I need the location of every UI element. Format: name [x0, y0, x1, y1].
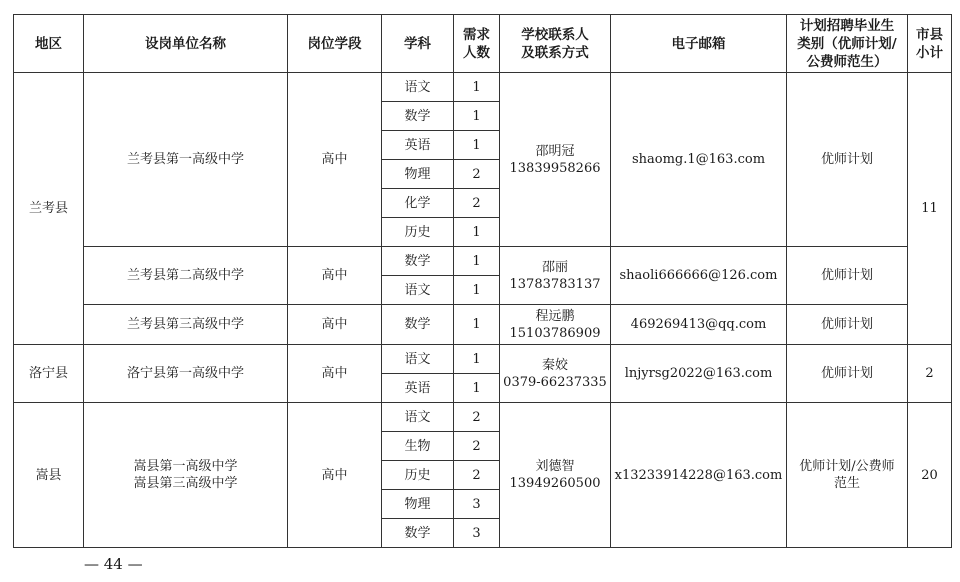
subject-cell: 数学	[382, 305, 454, 345]
category-cell: 优师计划	[787, 345, 908, 403]
category-cell: 优师计划	[787, 247, 908, 305]
subject-cell: 语文	[382, 403, 454, 432]
unit-name-cell: 兰考县第三高级中学	[84, 305, 288, 345]
region-cell: 兰考县	[14, 73, 84, 345]
subtotal-cell: 2	[908, 345, 952, 403]
region-cell: 洛宁县	[14, 345, 84, 403]
header-row	[14, 15, 952, 73]
unit-name-cell: 洛宁县第一高级中学	[84, 345, 288, 403]
header-subtotal: 市县 小计	[908, 15, 952, 73]
stage-cell: 高中	[288, 305, 382, 345]
count-cell: 1	[454, 102, 500, 131]
count-cell: 2	[454, 160, 500, 189]
subject-cell: 数学	[382, 519, 454, 548]
count-cell: 1	[454, 345, 500, 374]
header-stage: 岗位学段	[288, 15, 382, 73]
subject-cell: 数学	[382, 247, 454, 276]
subject-cell: 英语	[382, 131, 454, 160]
table-row	[14, 403, 952, 432]
table-row	[14, 305, 952, 345]
header-count: 需求 人数	[454, 15, 500, 73]
email-cell: shaomg.1@163.com	[611, 73, 787, 247]
header-unit-name: 设岗单位名称	[84, 15, 288, 73]
count-cell: 3	[454, 519, 500, 548]
count-cell: 1	[454, 131, 500, 160]
subject-cell: 语文	[382, 276, 454, 305]
contact-cell: 刘德智 13949260500	[500, 403, 611, 548]
table-row	[14, 345, 952, 374]
subject-cell: 语文	[382, 73, 454, 102]
stage-cell: 高中	[288, 345, 382, 403]
recruitment-table	[13, 14, 952, 548]
page-number: — 44 —	[84, 555, 143, 573]
count-cell: 1	[454, 374, 500, 403]
contact-cell: 程远鹏 15103786909	[500, 305, 611, 345]
count-cell: 1	[454, 276, 500, 305]
count-cell: 3	[454, 490, 500, 519]
header-email: 电子邮箱	[611, 15, 787, 73]
subject-cell: 生物	[382, 432, 454, 461]
count-cell: 1	[454, 305, 500, 345]
subject-cell: 语文	[382, 345, 454, 374]
header-subject: 学科	[382, 15, 454, 73]
subtotal-cell: 11	[908, 73, 952, 345]
subject-cell: 物理	[382, 160, 454, 189]
email-cell: shaoli666666@126.com	[611, 247, 787, 305]
count-cell: 2	[454, 432, 500, 461]
category-cell: 优师计划	[787, 305, 908, 345]
header-category: 计划招聘毕业生 类别（优师计划/ 公费师范生）	[787, 15, 908, 73]
email-cell: lnjyrsg2022@163.com	[611, 345, 787, 403]
stage-cell: 高中	[288, 73, 382, 247]
contact-cell: 邵明冠 13839958266	[500, 73, 611, 247]
subject-cell: 英语	[382, 374, 454, 403]
stage-cell: 高中	[288, 403, 382, 548]
unit-name-cell: 兰考县第一高级中学	[84, 73, 288, 247]
subject-cell: 物理	[382, 490, 454, 519]
contact-cell: 秦姣 0379-66237335	[500, 345, 611, 403]
table-row	[14, 73, 952, 102]
count-cell: 1	[454, 73, 500, 102]
stage-cell: 高中	[288, 247, 382, 305]
subtotal-cell: 20	[908, 403, 952, 548]
region-cell: 嵩县	[14, 403, 84, 548]
subject-cell: 历史	[382, 218, 454, 247]
header-contact: 学校联系人 及联系方式	[500, 15, 611, 73]
count-cell: 2	[454, 189, 500, 218]
count-cell: 2	[454, 403, 500, 432]
header-region: 地区	[14, 15, 84, 73]
email-cell: x13233914228@163.com	[611, 403, 787, 548]
email-cell: 469269413@qq.com	[611, 305, 787, 345]
table-row	[14, 247, 952, 276]
category-cell: 优师计划/公费师 范生	[787, 403, 908, 548]
category-cell: 优师计划	[787, 73, 908, 247]
count-cell: 1	[454, 218, 500, 247]
unit-name-cell: 嵩县第一高级中学 嵩县第三高级中学	[84, 403, 288, 548]
subject-cell: 历史	[382, 461, 454, 490]
count-cell: 1	[454, 247, 500, 276]
subject-cell: 数学	[382, 102, 454, 131]
unit-name-cell: 兰考县第二高级中学	[84, 247, 288, 305]
subject-cell: 化学	[382, 189, 454, 218]
count-cell: 2	[454, 461, 500, 490]
contact-cell: 邵丽 13783783137	[500, 247, 611, 305]
